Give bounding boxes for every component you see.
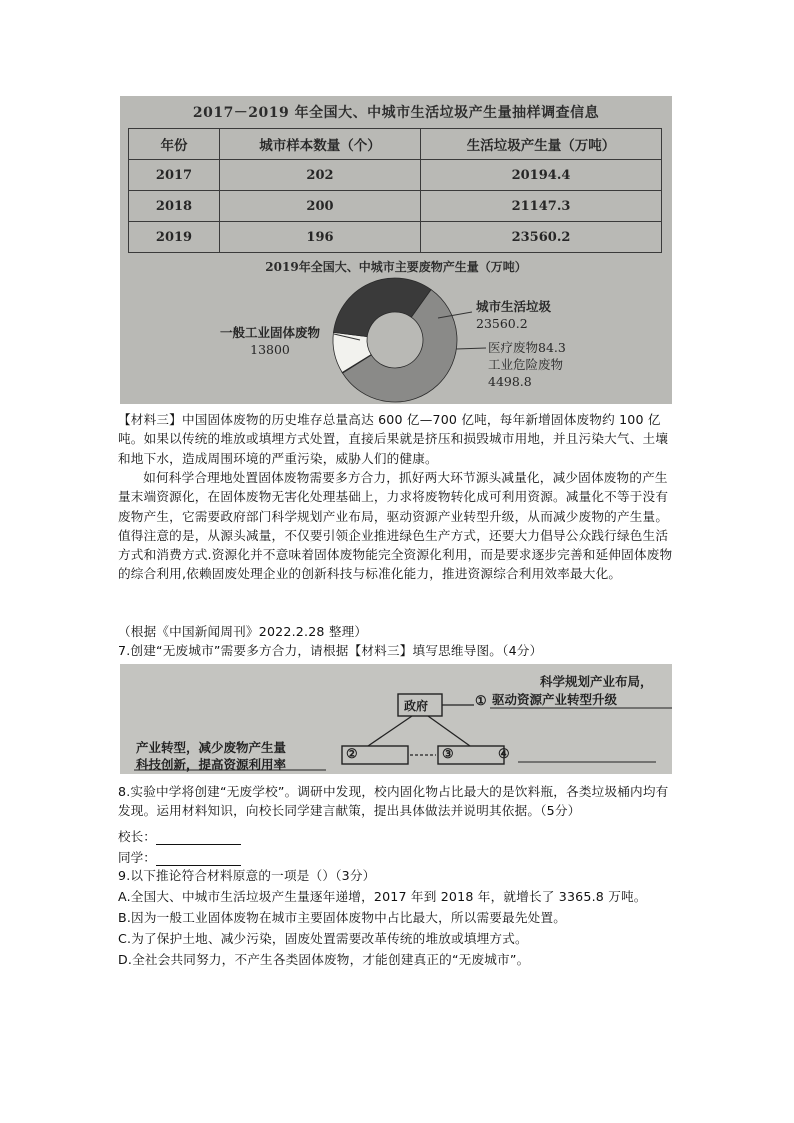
label-hazardous-waste [488,356,563,390]
label-municipal-waste [476,298,551,332]
label-industrial-name: 一般工业固体废物 [220,325,321,340]
mindmap-photo [120,664,672,774]
label-hazardous-name: 工业危险废物 [488,357,564,372]
option-c: C.为了保护土地、减少污染，固废处置需要改革传统的堆放或填埋方式。 [118,931,528,946]
mindmap-node-1: ① [475,694,487,709]
header-sample-count: 城市样本数量（个） [220,129,421,160]
material3-source: （根据《中国新闻周刊》2022.2.28 整理） [118,624,368,639]
arrow-to-3 [428,716,470,746]
option-a: A.全国大、中城市生活垃圾产生量逐年递增，2017 年到 2018 年，就增长了 3365.8 万吨。 [118,889,647,904]
label-municipal-value: 23560.2 [476,316,528,331]
table-cell: 196 [220,222,421,253]
mindmap-top-line-1: 科学规划产业布局， [540,674,653,689]
student-answer-blank[interactable] [156,853,241,866]
label-hazardous-value: 4498.8 [488,374,532,389]
table-cell: 21147.3 [421,191,662,222]
mindmap-node-2: ② [346,747,358,762]
table-cell: 20194.4 [421,160,662,191]
label-medical-name: 医疗废物84.3 [488,340,566,355]
chart-title: 2019年全国大、中城市主要废物产生量（万吨） [265,260,527,274]
mindmap-left-line-2: 科技创新，提高资源利用率 [136,757,287,772]
mindmap-top-line-2: 驱动资源产业转型升级 [492,692,618,707]
principal-line [118,826,241,845]
mindmap-node-4: ④ [498,747,510,762]
donut-chart [120,96,672,404]
material3-paragraph-1: 【材料三】中国固体废物的历史堆存总量高达 600 亿—700 亿吨，每年新增固体废物约 100 亿吨。如果以传统的堆放或填埋方式处置，直接后果就是挤压和损毁城市用地，并且污染大气、土壤和地下水，造成周围环境的严重污染，威胁人们的健康。 [118,412,669,466]
table-title: 2017－2019 年全国大、中城市生活垃圾产生量抽样调查信息 [192,105,600,121]
label-medical-waste [488,339,566,356]
header-year: 年份 [129,129,220,160]
principal-answer-blank[interactable] [156,832,241,845]
table-cell: 202 [220,160,421,191]
material3-paragraph-2: 如何科学合理地处置固体废物需要多方合力，抓好两大环节源头减量化，减少固体废物的产生量末端资源化，在固体废物无害化处理基础上，力求将废物转化成可利用资源。减量化不等于没有废物产生，它需要政府部门科学规划产业布局，驱动资源产业转型升级，从而减少废物的产生量。值得注意的是，从源头减量，不仅要引领企业推进绿色生产方式，还要大力倡导公众践行绿色生活方式和消费方式.资源化并不意味着固体废物能完全资源化利用，而是要求逐步完善和延伸固体废物的综合利用,依赖固废处理企业的创新科技与标准化能力，推进资源综合利用效率最大化。 [118,470,673,582]
table-cell: 23560.2 [421,222,662,253]
leader-line [456,348,486,349]
label-municipal-name: 城市生活垃圾 [476,299,552,314]
question-9: 9.以下推论符合材料原意的一项是（）（3分） [118,868,376,883]
question-7: 7.创建“无废城市”需要多方合力，请根据【材料三】填写思维导图。（4分） [118,643,543,658]
slice-industrial-waste [333,278,431,337]
label-industrial-waste [220,324,320,358]
option-d: D.全社会共同努力，不产生各类固体废物，才能创建真正的“无废城市”。 [118,952,530,967]
table-cell: 2018 [129,191,220,222]
header-garbage-amount: 生活垃圾产生量（万吨） [421,129,662,160]
student-label: 同学： [118,850,156,865]
mindmap-node-3: ③ [442,747,454,762]
table-cell: 2019 [129,222,220,253]
student-line [118,847,241,866]
question-8: 8.实验中学将创建“无废学校”。调研中发现，校内固化物占比最大的是饮料瓶，各类垃圾桶内均有发现。运用材料知识，向校长同学建言献策，提出具体做法并说明其依据。（5分） [118,784,669,819]
option-b: B.因为一般工业固体废物在城市主要固体废物中占比最大，所以需要最先处置。 [118,910,567,925]
label-industrial-value: 13800 [250,342,290,357]
table-cell: 2017 [129,160,220,191]
mindmap-government: 政府 [404,699,429,713]
material-photo-table-chart [120,96,672,404]
mindmap-left-line-1: 产业转型，减少废物产生量 [136,740,287,755]
table-cell: 200 [220,191,421,222]
principal-label: 校长： [118,829,156,844]
arrow-to-2 [368,716,412,746]
